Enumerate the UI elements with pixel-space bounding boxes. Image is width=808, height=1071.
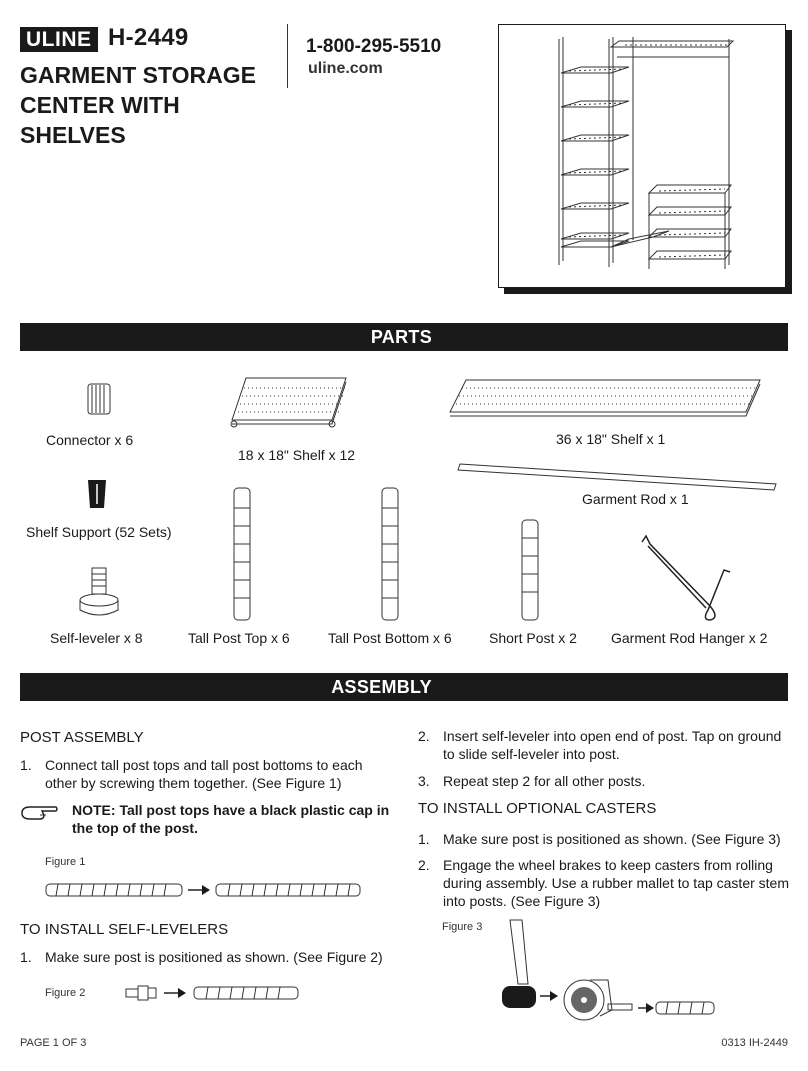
website: uline.com	[308, 60, 383, 77]
part-label-garment-rod: Garment Rod x 1	[582, 491, 689, 507]
document-code: 0313 IH-2449	[721, 1037, 788, 1049]
part-label-tall-post-top: Tall Post Top x 6	[188, 630, 290, 646]
post-assembly-step-1: 1. Connect tall post tops and tall post bottoms to each other by screwing them together. (See Figure 1)	[20, 757, 363, 791]
part-label-rod-hanger: Garment Rod Hanger x 2	[611, 630, 768, 646]
part-label-small-shelf: 18 x 18" Shelf x 12	[238, 447, 356, 463]
product-illustration	[498, 24, 786, 288]
part-label-large-shelf: 36 x 18" Shelf x 1	[556, 431, 666, 447]
connector-icon	[84, 382, 114, 416]
assembly-heading-bar	[20, 673, 788, 701]
shelf-support-icon	[84, 476, 110, 510]
figure-1-label: Figure 1	[45, 856, 86, 868]
parts-heading-bar	[20, 323, 788, 351]
brand-logo: ULINE	[20, 27, 98, 52]
self-levelers-step-1: 1. Make sure post is positioned as shown. (See Figure 2)	[20, 949, 383, 965]
tall-post-bottom-icon	[380, 486, 402, 624]
self-levelers-step-2: 2. Insert self-leveler into open end of post. Tap on ground to slide self-leveler into post.	[418, 728, 782, 762]
figure-2-drawing	[124, 983, 304, 1003]
parts-heading: PARTS	[370, 327, 432, 347]
assembly-heading: ASSEMBLY	[331, 677, 432, 697]
part-label-tall-post-bottom: Tall Post Bottom x 6	[328, 630, 452, 646]
model-number: H-2449	[108, 24, 189, 51]
figure-3-drawing	[500, 916, 720, 1026]
large-shelf-icon	[446, 376, 764, 424]
figure-3-label: Figure 3	[442, 921, 483, 933]
post-assembly-title: POST ASSEMBLY	[20, 729, 144, 746]
part-label-short-post: Short Post x 2	[489, 630, 577, 646]
part-label-connector: Connector x 6	[46, 432, 134, 448]
mallet-head-icon	[502, 986, 536, 1008]
figure-2-label: Figure 2	[45, 987, 86, 999]
tall-post-top-icon	[232, 486, 254, 624]
casters-title: TO INSTALL OPTIONAL CASTERS	[418, 800, 657, 817]
pointing-hand-icon	[20, 803, 60, 821]
short-post-icon	[520, 518, 542, 624]
rod-hanger-icon	[636, 534, 736, 622]
phone-number: 1-800-295-5510	[306, 36, 442, 57]
self-levelers-step-3: 3. Repeat step 2 for all other posts.	[418, 773, 646, 789]
part-label-shelf-support: Shelf Support (52 Sets)	[26, 524, 172, 540]
page-number: PAGE 1 OF 3	[20, 1037, 87, 1049]
post-top-note: NOTE: Tall post tops have a black plastic cap in the top of the post.	[72, 802, 390, 836]
product-title: GARMENT STORAGE CENTER WITH SHELVES	[20, 62, 256, 148]
casters-step-1: 1. Make sure post is positioned as shown. (See Figure 3)	[418, 831, 781, 847]
figure-1-drawing	[44, 880, 364, 900]
self-leveler-icon	[76, 566, 122, 622]
header-divider	[287, 24, 288, 88]
self-levelers-title: TO INSTALL SELF-LEVELERS	[20, 921, 229, 938]
part-label-self-leveler: Self-leveler x 8	[50, 630, 143, 646]
garment-rod-icon	[456, 460, 782, 492]
casters-step-2: 2. Engage the wheel brakes to keep casters from rolling during assembly. Use a rubber mallet to tap caster stem into posts. (See Figure 3)	[418, 857, 790, 909]
small-shelf-icon	[228, 372, 350, 432]
garment-rack-drawing	[499, 25, 785, 287]
